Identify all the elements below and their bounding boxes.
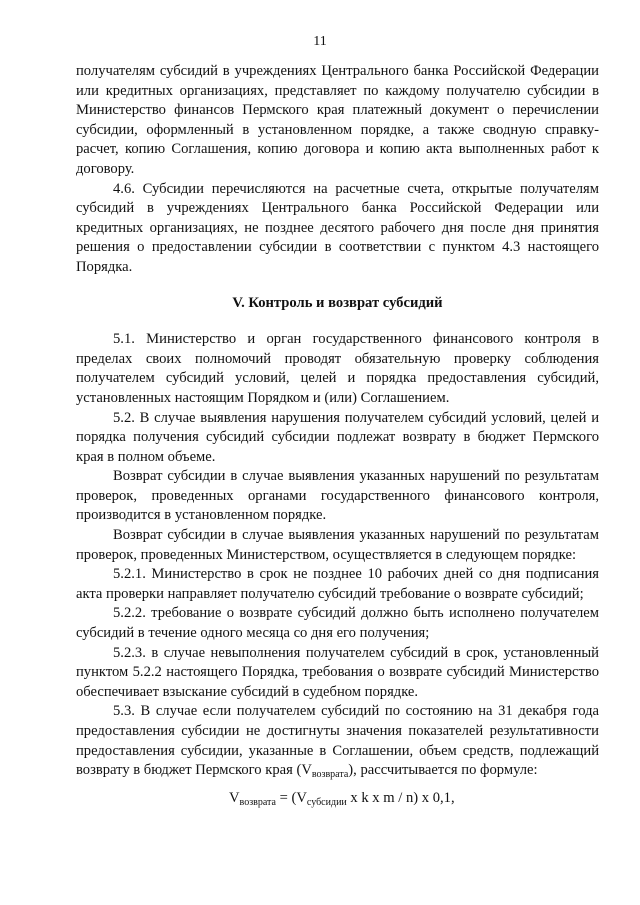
formula-rest: x k x m / n) x 0,1, [346,789,455,806]
document-body [76,62,599,808]
paragraph-5-1: 5.1. Министерство и орган государственного финансового контроля в пределах своих полномочий проводят обязательную проверку соблюдения получателем субсидий условий, целей и порядка предоставления субсидий, установленных настоящим Порядком и (или) Соглашением. [76,331,599,406]
paragraph-4-6: 4.6. Субсидии перечисляются на расчетные счета, открытые получателям субсидий в учреждениях Центрального банка Российской Федерации или кредитных организациях, не позднее десятого рабочего дня после дня принятия решения о предоставлении субсидии в соответствии с пунктом 4.3 настоящего Порядка. [76,180,599,275]
paragraph-5-2: 5.2. В случае выявления нарушения получателем субсидий условий, целей и порядка получения субсидий субсидии подлежат возврату в бюджет Пермского края в полном объеме. [76,409,599,465]
paragraph-5-2-2: 5.2.2. требование о возврате субсидий должно быть исполнено получателем субсидий в течение одного месяца со дня его получения; [76,605,599,642]
formula-sub-subsidy: субсидии [306,796,347,808]
subscript-return: возврата [311,769,349,781]
formula-sub-return: возврата [239,796,276,808]
paragraph-5-3-tail: ), рассчитывается по формуле: [348,762,538,779]
formula [76,789,599,809]
paragraph-5-2-3: 5.2.3. в случае невыполнения получателем субсидий в срок, установленный пунктом 5.2.2 настоящего Порядка, требования о возврате субсидий Министерство обеспечивает взыскание субсидий в судебном порядке. [76,644,599,700]
paragraph-5-2-1: 5.2.1. Министерство в срок не позднее 10 рабочих дней со дня подписания акта проверки направляет получателю субсидий требование о возврате субсидий; [76,566,599,602]
paragraph-continuation: получателям субсидий в учреждениях Центрального банка Российской Федерации или кредитных организациях, представляет по каждому получателю субсидии в Министерство финансов Пермского края платежный документ о перечислении субсидии, оформленный в установленном порядке, а также сводную справку-расчет, копию Соглашения, копию договора и копию акта выполненных работ к договору. [76,63,599,177]
section-heading: V. Контроль и возврат субсидий [232,294,443,311]
paragraph-5-3 [76,702,599,780]
paragraph-return-ministry: Возврат субсидии в случае выявления указанных нарушений по результатам проверок, проведенных Министерством, осуществляется в следующем порядке: [76,527,599,563]
paragraph-5-3-text: 5.3. В случае если получателем субсидий по состоянию на 31 декабря года предоставления субсидии не достигнуты значения показателей результативности предоставления субсидии, указанные в Соглашении, объем средств, подлежащий возврату в бюджет Пермского края (V [76,703,599,779]
formula-equals: = (V [275,789,307,806]
formula-v: V [229,789,240,806]
page-number: 11 [313,34,327,49]
paragraph-return-control: Возврат субсидии в случае выявления указанных нарушений по результатам проверок, проведенных органами государственного финансового контроля, производится в установленном порядке. [76,468,599,524]
